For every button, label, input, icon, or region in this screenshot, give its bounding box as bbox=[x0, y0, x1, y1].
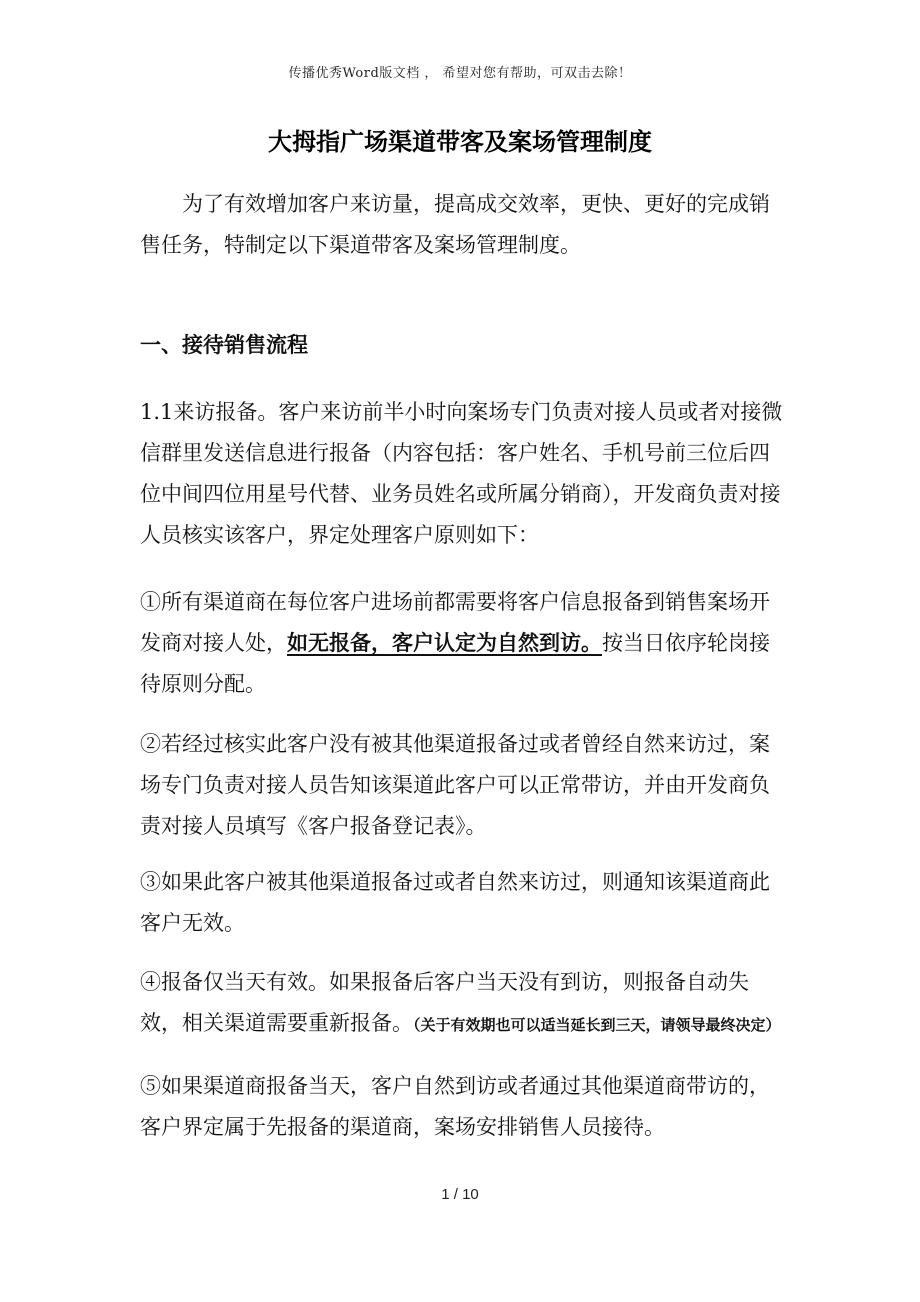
section-heading: 一、接待销售流程 bbox=[140, 333, 308, 357]
list-item-1-text: ①所有渠道商在每位客户进场前都需要将客户信息报备到销售案场开发商对接人处， bbox=[140, 590, 770, 655]
emphasis-natural-visit: 如无报备，客户认定为自然到访。 bbox=[287, 631, 602, 655]
list-item-1-tail: 按当日依序轮岗接待原则分配。 bbox=[140, 631, 770, 696]
list-item-2: ②若经过核实此客户没有被其他渠道报备过或者曾经自然来访过，案场专门负责对接人员告知该渠道此客户可以正常带访，并由开发商负责对接人员填写《客户报备登记表》。 bbox=[140, 732, 770, 838]
list-item-1 bbox=[140, 582, 790, 705]
list-item-4 bbox=[140, 962, 790, 1046]
header-note: 传播优秀Word版文档 ， 希望对您有帮助，可双击去除！ bbox=[288, 66, 632, 81]
list-item-5: ⑤如果渠道商报备当天，客户自然到访或者通过其他渠道商带访的，客户界定属于先报备的渠道商，案场安排销售人员接待。 bbox=[140, 1074, 770, 1139]
list-item-3: ③如果此客户被其他渠道报备过或者自然来访过，则通知该渠道商此客户无效。 bbox=[140, 870, 770, 935]
list-item-4-text: ④报备仅当天有效。如果报备后客户当天没有到访，则报备自动失效，相关渠道需要重新报备。 bbox=[140, 970, 749, 1035]
document-title: 大拇指广场渠道带客及案场管理制度 bbox=[268, 128, 652, 156]
intro-paragraph: 为了有效增加客户来访量，提高成交效率，更快、更好的完成销售任务，特制定以下渠道带客及案场管理制度。 bbox=[140, 192, 770, 257]
paragraph-1-1: 1.1来访报备。客户来访前半小时向案场专门负责对接人员或者对接微信群里发送信息进行报备（内容包括：客户姓名、手机号前三位后四位中间四位用星号代替、业务员姓名或所属分销商），开发商负责对接人员核实该客户，界定处理客户原则如下： bbox=[140, 400, 783, 547]
validity-note: （关于有效期也可以适当延长到三天，请领导最终决定） bbox=[413, 1016, 781, 1034]
page-number: 1 / 10 bbox=[441, 1186, 479, 1203]
